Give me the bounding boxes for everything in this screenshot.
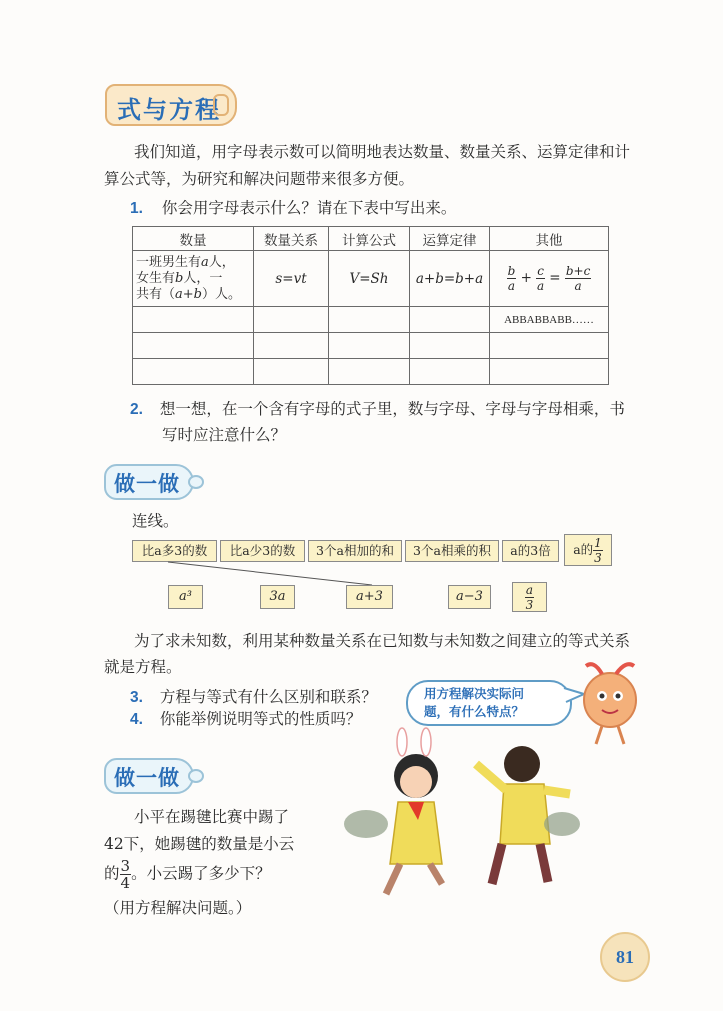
header-quantity: 数量 (133, 227, 254, 251)
equals-sign: = (549, 270, 561, 286)
question-1-text: 你会用字母表示什么？请在下表中写出来。 (161, 199, 457, 217)
var-a: a (201, 254, 209, 270)
activity-badge-label: 做一做 (114, 471, 180, 496)
match-box-bottom[interactable]: a+3 (346, 585, 393, 609)
match-box-top[interactable]: 比a少3的数 (220, 540, 305, 562)
intro-line-2: 算公式等，为研究和解决问题带来很多方便。 (104, 170, 415, 188)
var-sum: a+b (175, 286, 202, 302)
numerator: 1 (594, 536, 602, 550)
cell-formula-example: V=Sh (329, 251, 410, 307)
denominator: a (537, 279, 545, 293)
header-formula: 计算公式 (329, 227, 410, 251)
problem-line-3 (104, 858, 294, 891)
children-playing-illustration (326, 724, 596, 904)
match-box-bottom[interactable]: a³ (168, 585, 203, 609)
plus-sign: + (520, 270, 532, 286)
badge-bubble-decoration (188, 769, 204, 783)
header-other: 其他 (490, 227, 609, 251)
speech-bubble (406, 680, 572, 726)
denominator: 3 (594, 551, 602, 565)
fraction-a-over-3 (525, 583, 534, 612)
match-box-top[interactable]: a的3倍 (502, 540, 559, 562)
question-2-line-2: 写时应注意什么？ (162, 426, 287, 444)
denominator: 4 (120, 874, 131, 892)
header-law: 运算定律 (410, 227, 490, 251)
problem-line-2: 42下，她踢毽的数量是小云 (104, 835, 295, 853)
match-box-bottom-fraction[interactable] (512, 582, 547, 612)
problem-line-1: 小平在踢毽比赛中踢了 (134, 808, 290, 826)
denominator: a (574, 279, 582, 293)
match-box-bottom[interactable]: a−3 (448, 585, 491, 609)
numerator: b (507, 264, 516, 278)
question-2-number: 2. (130, 401, 143, 418)
page-number: 81 (600, 932, 650, 982)
denominator: 3 (525, 598, 534, 612)
cell-text: 人， (208, 254, 235, 270)
equation-definition-line-1: 为了求未知数，利用某种数量关系在已知数与未知数之间建立的等式关系 (134, 632, 631, 650)
question-4-text: 你能举例说明等式的性质吗？ (159, 710, 362, 728)
cell-relation-example: s=vt (254, 251, 329, 307)
activity-badge-label: 做一做 (114, 765, 180, 790)
problem-text: 。小云踢了多少下？ (131, 864, 271, 883)
numerator: b+c (565, 264, 591, 278)
box-prefix: a的 (573, 542, 594, 557)
cell-text: ）人。 (201, 286, 241, 302)
problem-text: 的 (104, 864, 120, 883)
bubble-line-2: 题，有什么特点？ (424, 704, 525, 719)
cell-text: 女生有 (136, 270, 176, 286)
question-3-number: 3. (130, 689, 143, 706)
match-box-bottom[interactable]: 3a (260, 585, 295, 609)
intro-line-1: 我们知道，用字母表示数可以简明地表达数量、数量关系、运算定律和计 (134, 143, 631, 161)
bubble-line-1: 用方程解决实际问 (424, 686, 525, 701)
match-box-top[interactable]: 3个a相乘的积 (405, 540, 499, 562)
cell-other-pattern: ABBABBABB…… (490, 307, 609, 333)
question-1-number: 1. (130, 200, 143, 217)
matching-instruction: 连线。 (132, 512, 179, 530)
numerator: 3 (120, 857, 131, 875)
cell-law-example: a+b=b+a (410, 251, 490, 307)
cell-text: 人，一 (183, 270, 223, 286)
equation-definition-line-2: 就是方程。 (104, 658, 182, 676)
match-box-top[interactable]: 3个a相加的和 (308, 540, 402, 562)
cell-text: 共有（ (136, 286, 176, 302)
question-4-number: 4. (130, 711, 143, 728)
header-relation: 数量关系 (254, 227, 329, 251)
cell-text: 一班男生有 (136, 254, 202, 270)
connector-line (168, 562, 372, 585)
question-3-text: 方程与等式有什么区别和联系？ (159, 688, 377, 706)
denominator: a (507, 279, 516, 293)
question-2-line-1: 想一想，在一个含有字母的式子里，数与字母、字母与字母相乘，书 (159, 400, 625, 418)
word-problem (104, 804, 294, 922)
var-b: b (175, 270, 184, 286)
numerator: c (537, 264, 544, 278)
match-box-top[interactable]: 比a多3的数 (132, 540, 217, 562)
fraction-three-quarters (120, 858, 132, 891)
activity-badge (104, 758, 194, 794)
section-title: 式与方程 (117, 95, 221, 124)
problem-line-4: （用方程解决问题。） (104, 899, 252, 917)
numerator: a (525, 583, 534, 597)
